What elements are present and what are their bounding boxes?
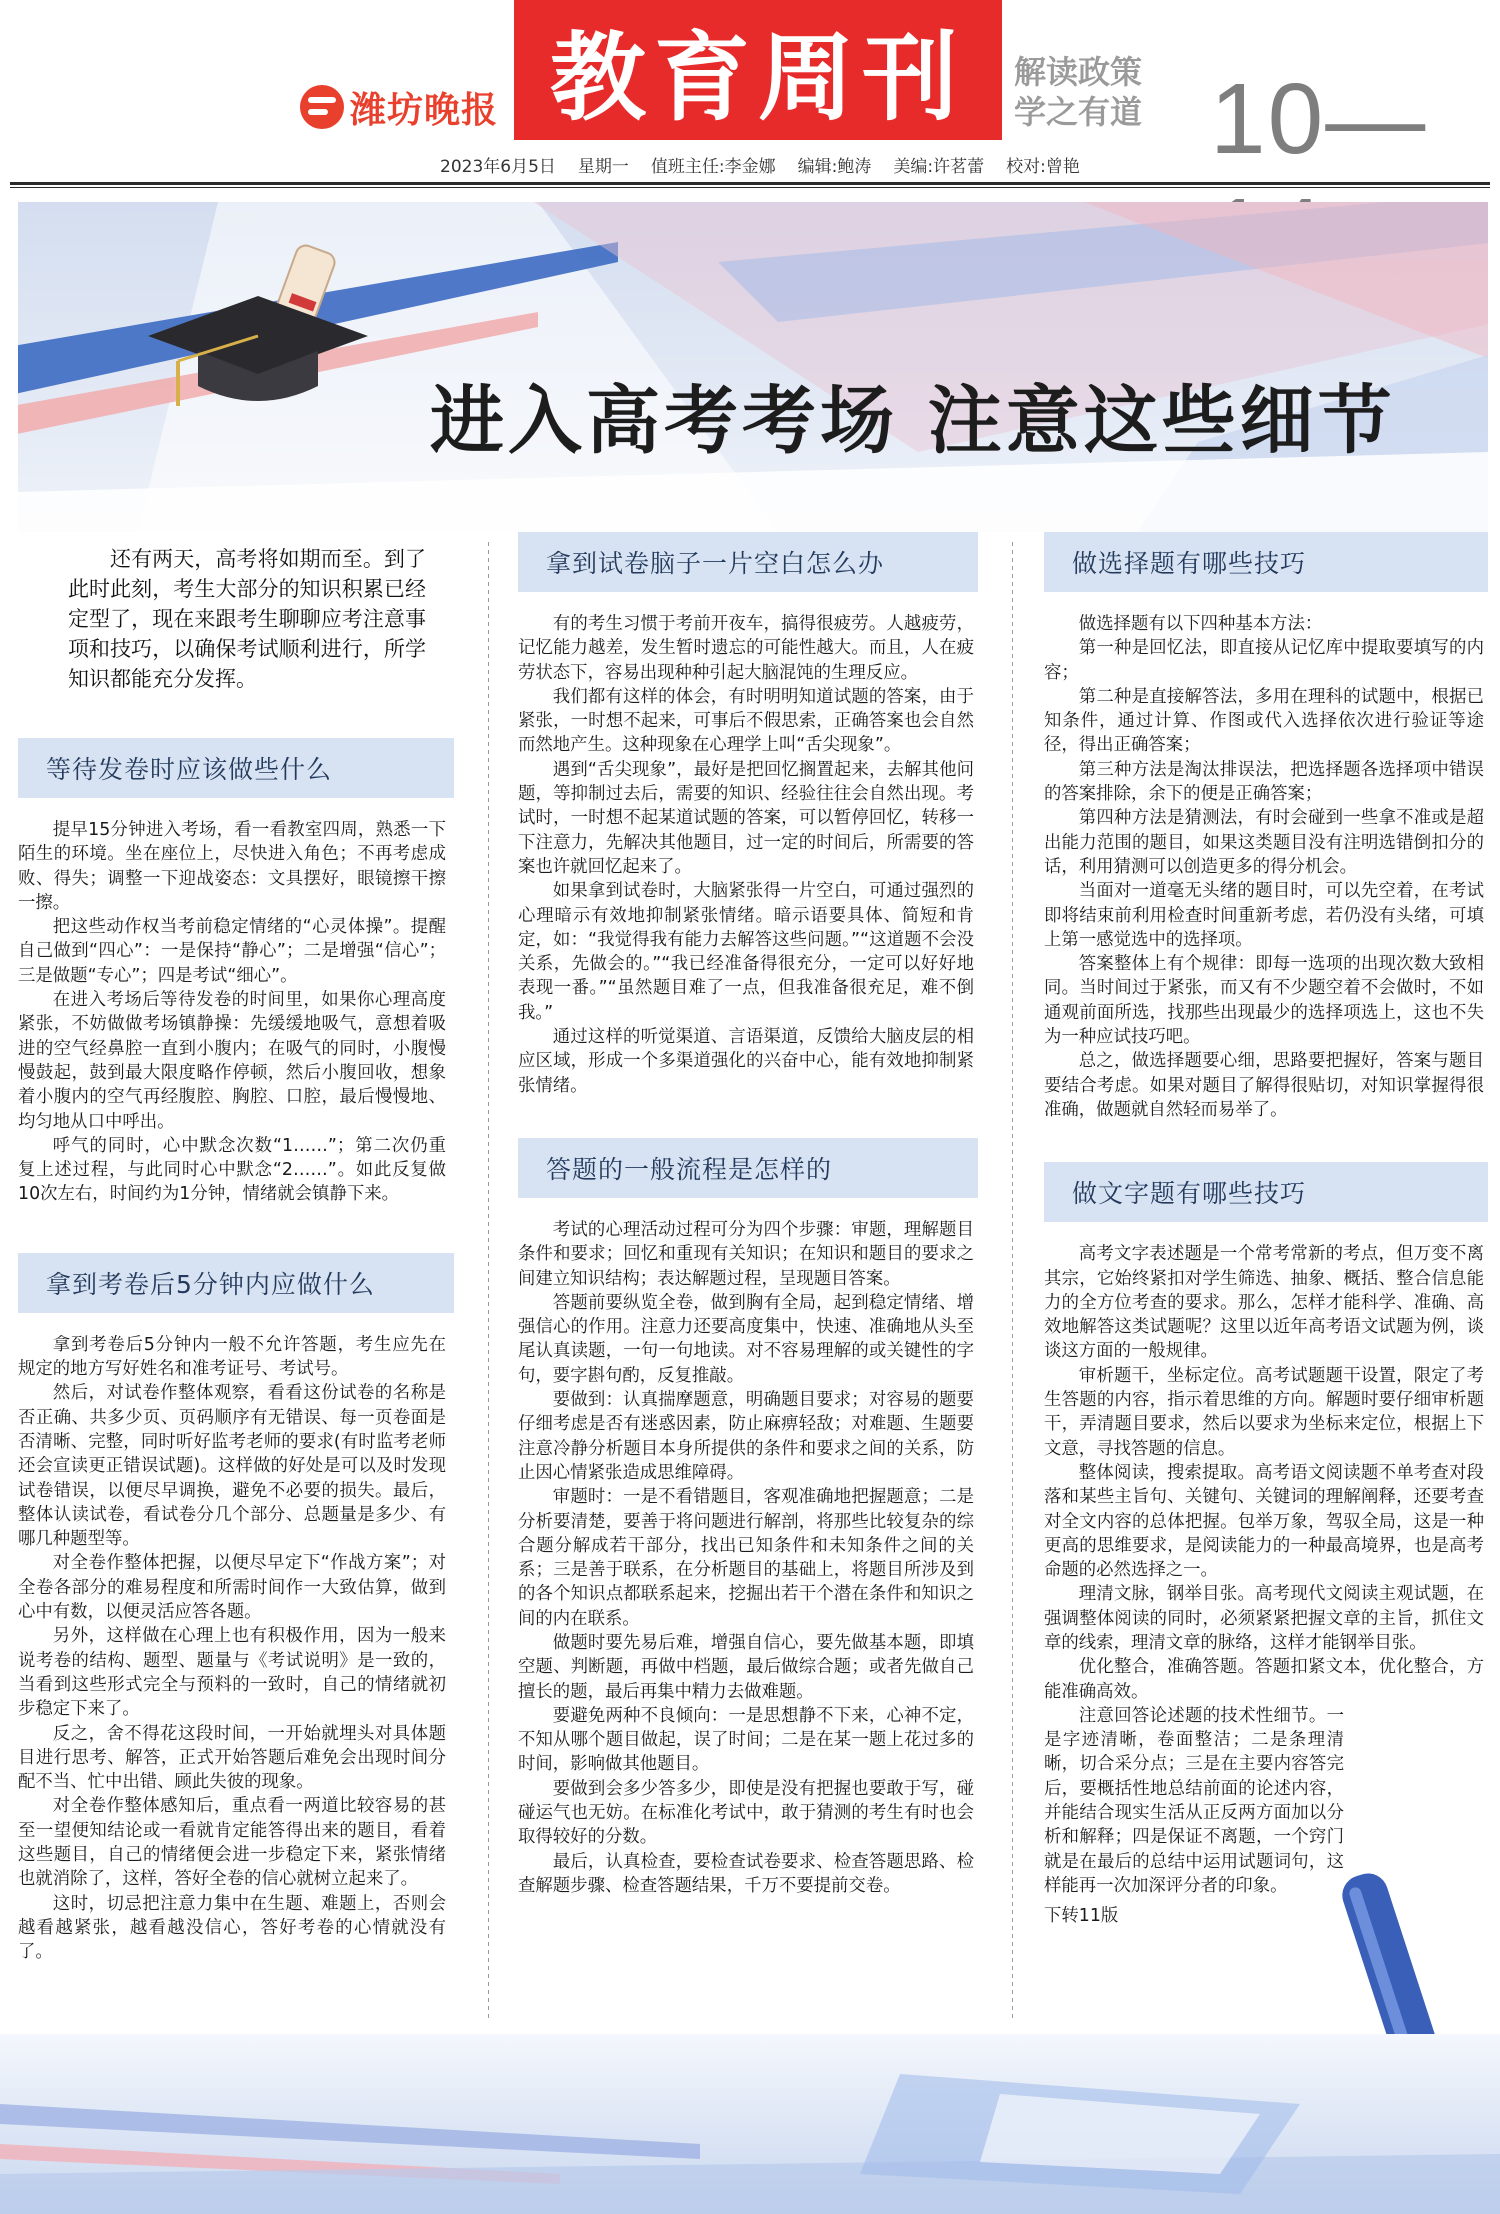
slogan: [1014, 52, 1184, 132]
art-editor: 美编:许茗蕾: [893, 157, 985, 177]
paragraph: 第一种是回忆法，即直接从记忆库中提取要填写的内容；: [1044, 638, 1484, 683]
masthead: [0, 0, 1500, 190]
column-3: [1044, 532, 1488, 1929]
paragraph: 做题时要先易后难，增强自信心，要先做基本题，即填空题、判断题，再做中档题，最后做综合题；或者先做自己擅长的题，最后再集中精力去做难题。: [518, 1632, 974, 1702]
slogan-line-2: 学之有道: [1014, 93, 1143, 131]
paragraph: 另外，这样做在心理上也有积极作用，因为一般来说考卷的结构、题型、题量与《考试说明》是一致的，当看到这些形式完全与预料的一致时，自己的情绪就初步稳定下来了。: [18, 1626, 446, 1720]
column-divider: [1012, 542, 1013, 2022]
paragraph: 通过这样的听觉渠道、言语渠道，反馈给大脑皮层的相应区域，形成一个多渠道强化的兴奋中心，能有效地抑制紧张情绪。: [518, 1027, 974, 1096]
masthead-rule: [10, 182, 1490, 185]
paragraph: 整体阅读，搜索提取。高考语文阅读题不单考查对段落和某些主旨句、关键句、关键词的理解阐释，还要考查对全文内容的总体把握。包举万象，驾驭全局，这是一种更高的思维要求，是阅读能力的一种最高境界，也是高考命题的必然选择之一。: [1044, 1462, 1484, 1581]
paragraph: 要做到：认真揣摩题意，明确题目要求；对容易的题要仔细考虑是否有迷惑因素，防止麻痹轻敌；对难题、生题要注意冷静分析题目本身所提供的条件和要求之间的关系，防止因心情紧张造成思维障碍。: [518, 1390, 974, 1483]
graduation-cap-icon: [138, 226, 398, 426]
paragraph: 我们都有这样的体会，有时明明知道试题的答案，由于紧张，一时想不起来，可事后不假思索，正确答案也会自然而然地产生。这种现象在心理学上叫“舌尖现象”。: [518, 686, 974, 756]
section-title: 做文字题有哪些技巧: [1044, 1162, 1488, 1222]
footer-illustration: [0, 2034, 1500, 2214]
editor: 编辑:鲍涛: [797, 157, 872, 177]
paragraph: 要避免两种不良倾向：一是思想静不下来，心神不定，不知从哪个题目做起，误了时间；二是在某一题上花过多的时间，影响做其他题目。: [518, 1705, 974, 1775]
logo-icon: [300, 85, 344, 129]
section-five-minutes: [18, 1253, 454, 1965]
paragraph: 拿到考卷后5分钟内一般不允许答题，考生应先在规定的地方写好姓名和准考证号、考试号。: [18, 1334, 446, 1380]
slogan-line-1: 解读政策: [1014, 53, 1143, 91]
section-blank-mind: [518, 532, 978, 1098]
section-title: 教育周刊: [550, 20, 966, 134]
section-title: 拿到考卷后5分钟内应做什么: [18, 1253, 454, 1313]
paragraph: 这时，切忌把注意力集中在生题、难题上，否则会越看越紧张，越看越没信心，答好考卷的心情就没有了。: [18, 1893, 446, 1963]
editor-in-charge: 值班主任:李金娜: [650, 157, 776, 177]
paragraph: 审题时：一是不看错题目，客观准确地把握题意；二是分析要清楚，要善于将问题进行解剖，将那些比较复杂的综合题分解成若干部分，找出已知条件和未知条件之间的关系；三是善于联系，在分析题目的基础上，将题目所涉及到的各个知识点都联系起来，挖掘出若干个潜在条件和知识之间的内在联系。: [518, 1487, 974, 1629]
column-2: [518, 532, 978, 1898]
paragraph: 呼气的同时，心中默念次数“1……”；第二次仍重复上述过程，与此同时心中默念“2……”。如此反复做10次左右，时间约为1分钟，情绪就会镇静下来。: [18, 1135, 446, 1205]
paragraph: 提早15分钟进入考场，看一看教室四周，熟悉一下陌生的环境。坐在座位上，尽快进入角色；不再考虑成败、得失；调整一下迎战姿态：文具摆好，眼镜擦干擦一擦。: [18, 820, 446, 913]
paragraph: 最后，认真检查，要检查试卷要求、检查答题思路、检查解题步骤、检查答题结果，千万不要提前交卷。: [518, 1851, 974, 1896]
paragraph: 遇到“舌尖现象”，最好是把回忆搁置起来，去解其他问题，等抑制过去后，需要的知识、经验往往会自然出现。考试时，一时想不起某道试题的答案，可以暂停回忆，转移一下注意力，先解决其他题目，过一定的时间后，所需要的答案也许就回忆起来了。: [518, 759, 974, 877]
logo-text: 潍坊晚报: [350, 89, 499, 131]
section-title: 拿到试卷脑子一片空白怎么办: [518, 532, 978, 592]
paragraph: 答案整体上有个规律：即每一选项的出现次数大致相同。当时间过于紧张，而又有不少题空着不会做时，不如通观前面所选，找那些出现最少的选择项选上，这也不失为一种应试技巧吧。: [1044, 954, 1484, 1048]
continued-note: 下转11版: [1044, 1906, 1119, 1927]
issue-date: 2023年6月5日: [440, 157, 556, 177]
paragraph: 反之，舍不得花这段时间，一开始就埋头对具体题目进行思考、解答，正式开始答题后难免会出现时间分配不当、忙中出错、顾此失彼的现象。: [18, 1723, 446, 1793]
headline-banner: [18, 202, 1488, 532]
paragraph: 优化整合，准确答题。答题扣紧文本，优化整合，方能准确高效。: [1044, 1657, 1484, 1702]
paragraph: 第二种是直接解答法，多用在理科的试题中，根据已知条件，通过计算、作图或代入选择依次进行验证等途径，得出正确答案；: [1044, 686, 1484, 756]
paragraph: 有的考生习惯于考前开夜车，搞得很疲劳。人越疲劳，记忆能力越差，发生暂时遗忘的可能性越大。而且，人在疲劳状态下，容易出现种种引起大脑混饨的生理反应。: [518, 614, 974, 683]
paragraph: 如果拿到试卷时，大脑紧张得一片空白，可通过强烈的心理暗示有效地抑制紧张情绪。暗示语要具体、简短和肯定，如：“我觉得我有能力去解答这些问题。”“这道题不会没关系，先做会的。”“我已经准备得很充分，一定可以好好地表现一番。”“虽然题目难了一点，但我准备很充足，难不倒我。”: [518, 881, 974, 1023]
page-range: 10—: [1210, 63, 1428, 175]
paragraph: 当面对一道毫无头绪的题目时，可以先空着，在考试即将结束前利用检查时间重新考虑，若仍没有头绪，可填上第一感觉选中的选择项。: [1044, 881, 1484, 950]
section-title-box: [514, 0, 1002, 140]
paragraph: 做选择题有以下四种基本方法：: [1078, 614, 1323, 634]
section-title: 等待发卷时应该做些什么: [18, 738, 454, 798]
paragraph: 考试的心理活动过程可分为四个步骤：审题，理解题目条件和要求；回忆和重现有关知识；在知识和题目的要求之间建立知识结构；表达解题过程，呈现题目答案。: [518, 1219, 974, 1289]
column-1: [18, 532, 454, 1964]
masthead-rule-thin: [10, 187, 1490, 188]
paragraph: 然后，对试卷作整体观察，看看这份试卷的名称是否正确、共多少页、页码顺序有无错误、每一页卷面是否清晰、完整，同时听好监考老师的要求(有时监考老师还会宣读更正错误试题)。这样做的好处是可以及时发现试卷错误，以便尽早调换，避免不必要的损失。最后，整体认读试卷，看试卷分几个部分、总题量是多少、有哪几种题型等。: [18, 1383, 446, 1550]
info-bar: [440, 152, 1102, 177]
paragraph: 注意回答论述题的技术性细节。一是字迹清晰，卷面整洁；二是条理清晰，切合采分点；三是在主要内容答完后，要概括性地总结前面的论述内容，并能结合现实生活从正反两方面加以分析和解释；四是保证不离题，一个窍门就是在最后的总结中运用试题词句，这样能再一次加深评分者的印象。: [1044, 1705, 1344, 1896]
newspaper-logo: [300, 84, 498, 130]
section-title: 做选择题有哪些技巧: [1044, 532, 1488, 592]
lead-paragraph: 还有两天，高考将如期而至。到了此时此刻，考生大部分的知识积累已经定型了，现在来跟考生聊聊应考注意事项和技巧，以确保考试顺利进行，所学知识都能充分发挥。: [68, 547, 426, 691]
paragraph: 把这些动作权当考前稳定情绪的“心灵体操”。提醒自己做到“四心”：一是保持“静心”；二是增强“信心”；三是做题“专心”；四是考试“细心”。: [18, 917, 446, 986]
paragraph: 第三种方法是淘汰排误法，把选择题各选择项中错误的答案排除，余下的便是正确答案；: [1044, 759, 1484, 805]
proofreader: 校对:曾艳: [1006, 157, 1080, 177]
paragraph: 审析题干，坐标定位。高考试题题干设置，限定了考生答题的内容，指示着思维的方向。解题时要仔细审析题干，弄清题目要求，然后以要求为坐标来定位，根据上下文意，寻找答题的信息。: [1044, 1365, 1484, 1459]
footer-background: [0, 2034, 1500, 2214]
section-waiting: [18, 738, 454, 1207]
paragraph: 在进入考场后等待发卷的时间里，如果你心理高度紧张，不妨做做考场镇静操：先缓缓地吸气，意想着吸进的空气经鼻腔一直到小腹内；在吸气的同时，小腹慢慢鼓起，鼓到最大限度略作停顿，然后小腹回收，想象着小腹内的空气再经腹腔、胸腔、口腔，最后慢慢地、均匀地从口中呼出。: [18, 990, 446, 1132]
paragraph: 理清文脉，钢举目张。高考现代文阅读主观试题，在强调整体阅读的同时，必须紧紧把握文章的主旨，抓住文章的线索，理清文章的脉络，这样才能钢举目张。: [1044, 1584, 1484, 1653]
column-divider: [488, 542, 489, 2022]
paragraph: 答题前要纵览全卷，做到胸有全局，起到稳定情绪、增强信心的作用。注意力还要高度集中，快速、准确地从头至尾认真读题，一句一句地读。对不容易理解的或关键性的字句，要字斟句酌，反复推敲。: [518, 1292, 974, 1386]
section-procedure: [518, 1138, 978, 1898]
section-writing: [1044, 1162, 1488, 1928]
section-multiple-choice: [1044, 532, 1488, 1122]
paragraph: 高考文字表述题是一个常考常新的考点，但万变不离其宗，它始终紧扣对学生筛选、抽象、概括、整合信息能力的全方位考查的要求。那么，怎样才能科学、准确、高效地解答这类试题呢？这里以近年高考语文试题为例，谈谈这方面的一般规律。: [1044, 1244, 1484, 1362]
page-headline: 进入高考考场 注意这些细节: [430, 378, 1396, 464]
paragraph: 总之，做选择题要心细，思路要把握好，答案与题目要结合考虑。如果对题目了解得很贴切，对知识掌握得很准确，做题就自然轻而易举了。: [1044, 1051, 1484, 1120]
article-body: [18, 532, 1488, 2034]
paragraph: 要做到会多少答多少，即使是没有把握也要敢于写，碰碰运气也无妨。在标准化考试中，敢于猜测的考生有时也会取得较好的分数。: [518, 1778, 974, 1848]
section-title: 答题的一般流程是怎样的: [518, 1138, 978, 1198]
paragraph: 对全卷作整体把握，以便尽早定下“作战方案”；对全卷各部分的难易程度和所需时间作一大致估算，做到心中有数，以便灵活应答各题。: [18, 1553, 446, 1623]
paragraph: 第四种方法是猜测法，有时会碰到一些拿不准或是超出能力范围的题目，如果这类题目没有注明选错倒扣分的话，利用猜测可以创造更多的得分机会。: [1044, 808, 1484, 877]
paragraph: 对全卷作整体感知后，重点看一两道比较容易的甚至一望便知结论或一看就肯定能答得出来的题目，看着这些题目，自己的情绪便会进一步稳定下来，紧张情绪也就消除了，这样，答好全卷的信心就树立起来了。: [18, 1796, 446, 1890]
weekday: 星期一: [577, 157, 629, 177]
